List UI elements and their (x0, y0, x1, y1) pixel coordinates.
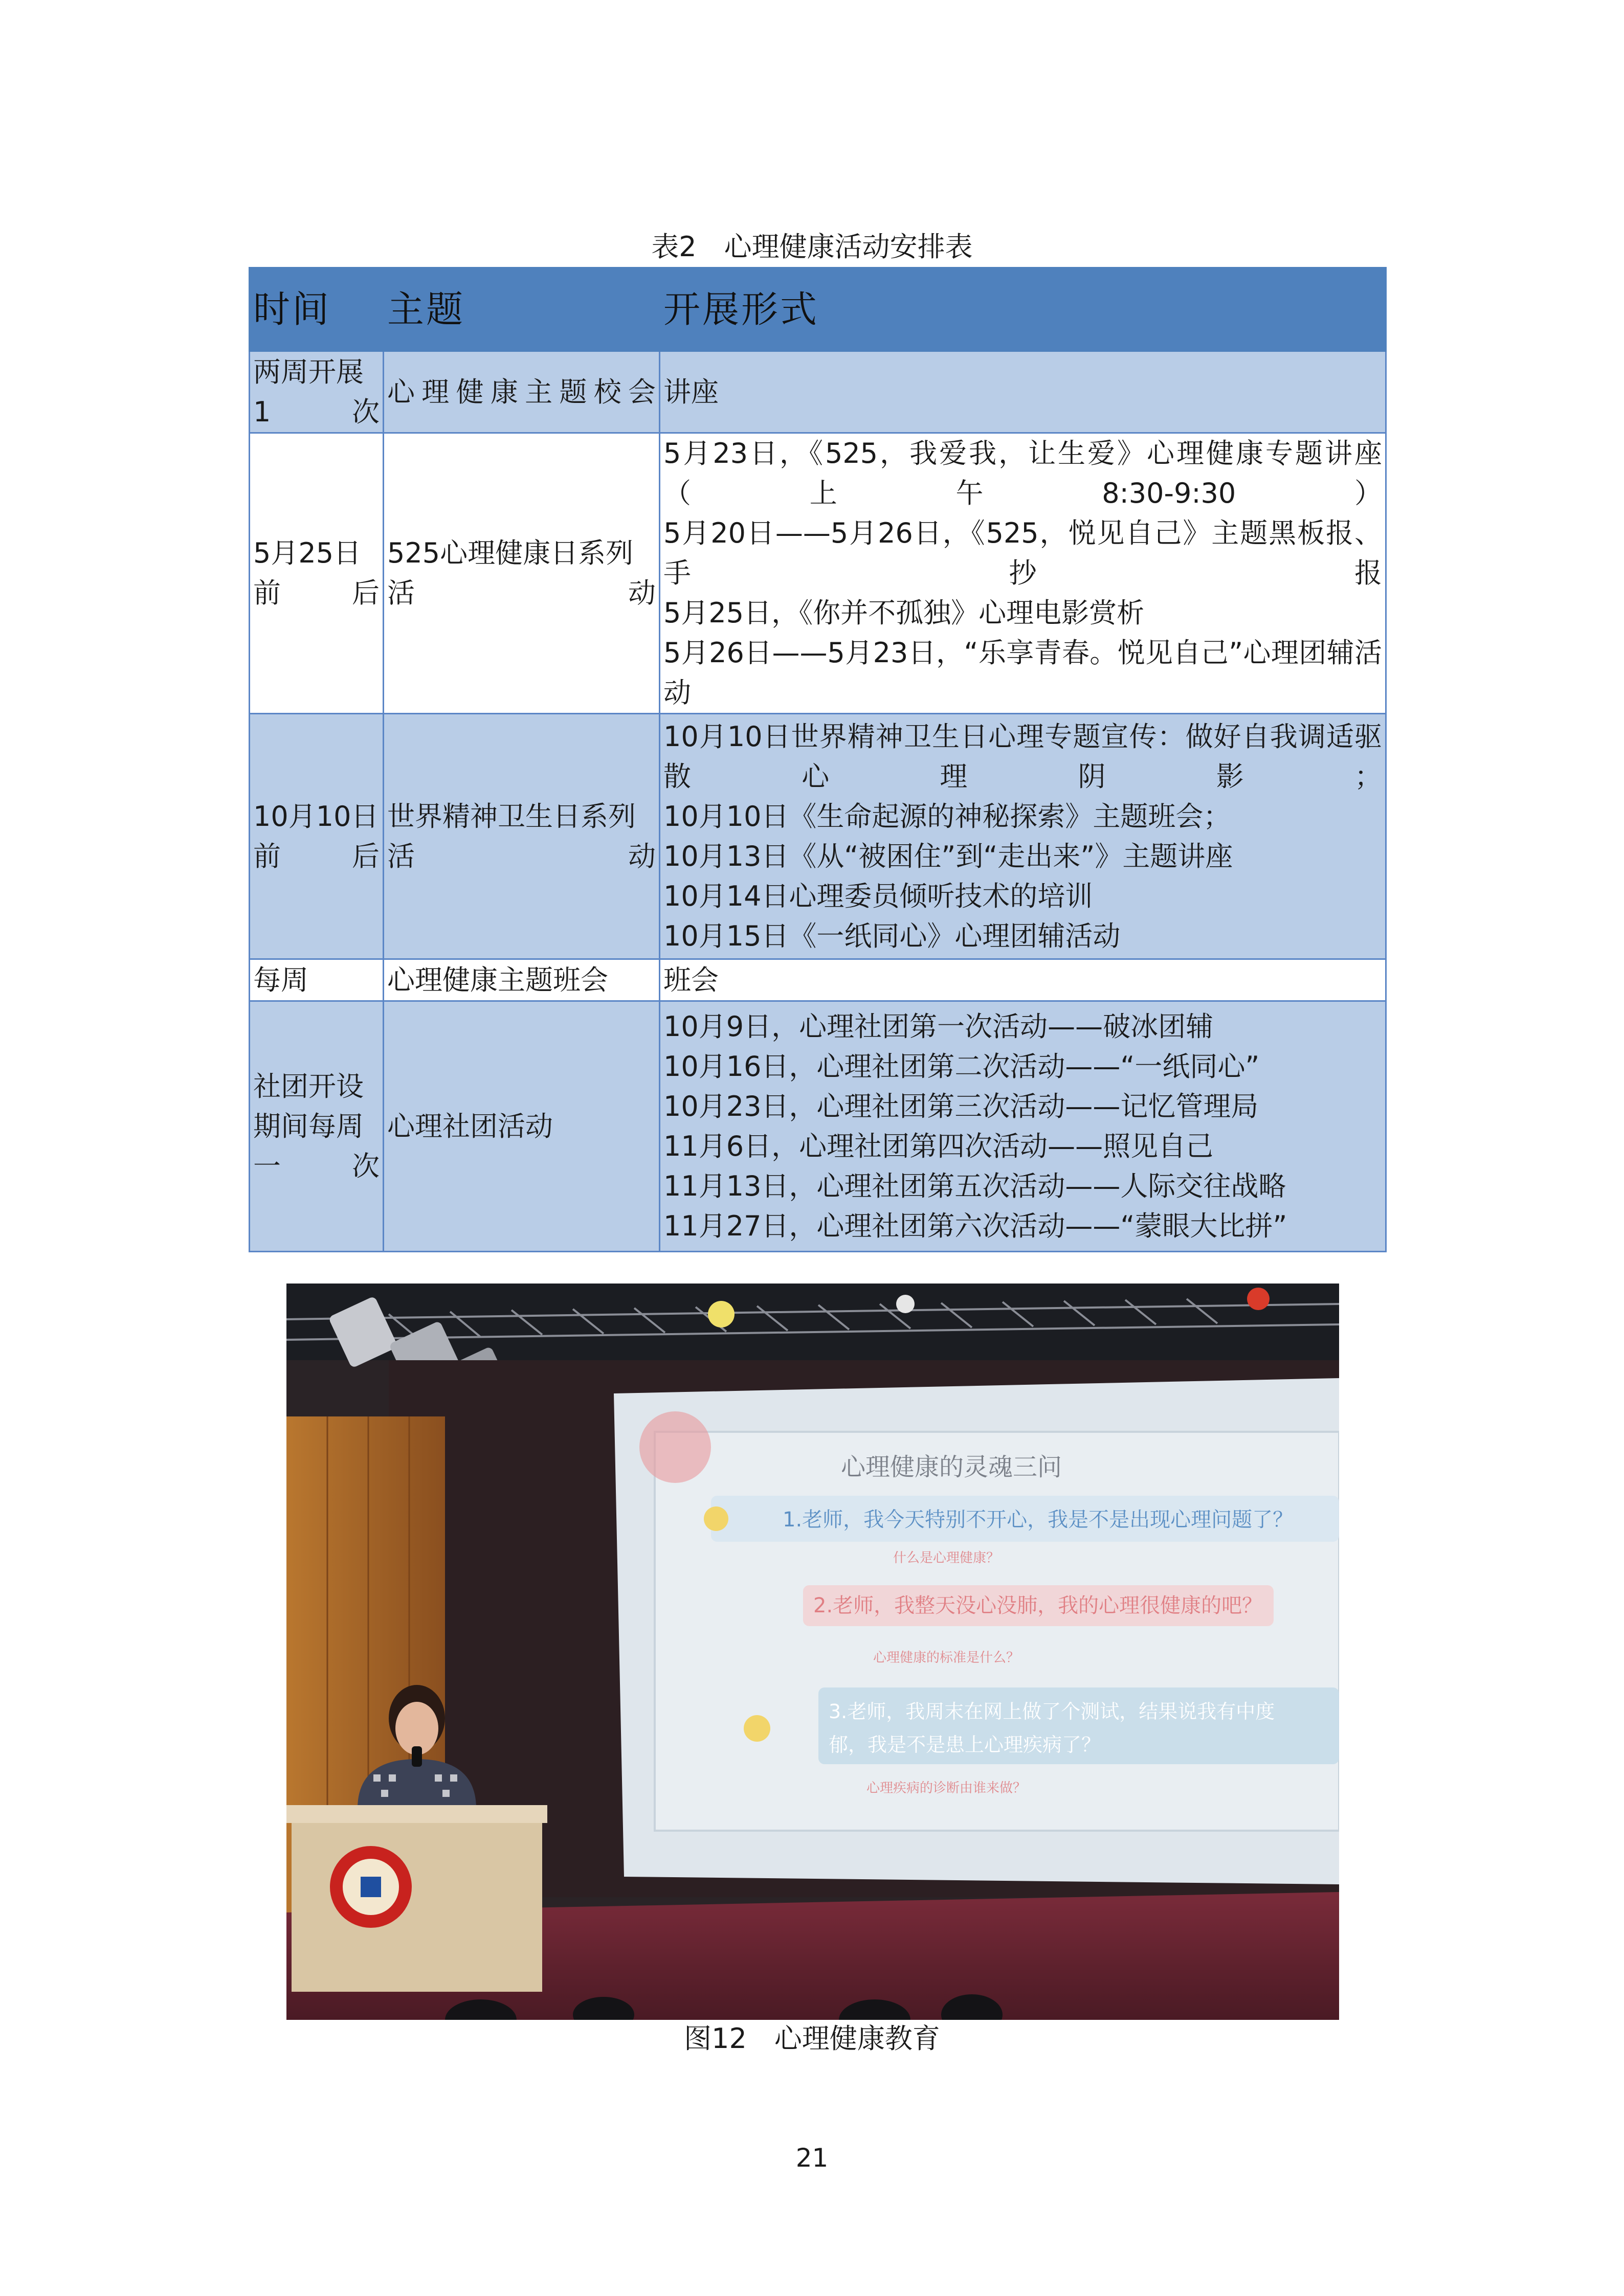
form-line: 班会 (663, 963, 719, 996)
lecture-scene (286, 1284, 1339, 2020)
slide-title: 心理健康的灵魂三问 (840, 1453, 1062, 1481)
header-time: 时间 (250, 268, 384, 351)
cell-theme: 世界精神卫生日系列活动 (384, 714, 660, 959)
cell-time: 10月10日前后 (250, 714, 384, 959)
cell-form (660, 959, 1386, 1001)
figure-caption: 图12 心理健康教育 (684, 2022, 940, 2055)
form-line: 10月16日，心理社团第二次活动——“一纸同心” (663, 1050, 1260, 1083)
table-caption: 表2 心理健康活动安排表 (651, 231, 973, 263)
table-row (250, 1001, 1386, 1252)
form-line: 11月27日，心理社团第六次活动——“蒙眼大比拼” (663, 1209, 1287, 1242)
cell-form (660, 433, 1386, 714)
cell-time: 两周开展1次 (250, 351, 384, 433)
form-line: 5月25日，《你并不孤独》心理电影赏析 (663, 597, 1145, 629)
cell-form (660, 351, 1386, 433)
form-line: 10月10日《生命起源的神秘探索》主题班会； (663, 800, 1231, 832)
page-number: 21 (795, 2143, 829, 2173)
form-line: 10月10日世界精神卫生日心理专题宣传：做好自我调适驱散心理阴影； (663, 720, 1382, 793)
activity-schedule-table (249, 267, 1387, 1252)
header-form: 开展形式 (660, 268, 1386, 351)
slide-question-2: 2.老师，我整天没心没肺，我的心理很健康的吧？ (813, 1594, 1263, 1617)
cell-theme: 心理健康主题班会 (384, 959, 660, 1001)
cell-form (660, 714, 1386, 959)
cell-time: 社团开设期间每周一次 (250, 1001, 384, 1252)
slide-subtitle-2: 心理健康的标准是什么？ (873, 1650, 1020, 1665)
form-line: 10月15日《一纸同心》心理团辅活动 (663, 919, 1121, 952)
form-line: 10月14日心理委员倾听技术的培训 (663, 880, 1093, 912)
cell-theme: 心理健康主题校会 (384, 351, 660, 433)
form-line: 5月20日——5月26日，《525，悦见自己》主题黑板报、手抄报 (663, 517, 1382, 589)
form-line: 讲座 (663, 375, 719, 408)
slide-question-3a: 3.老师，我周末在网上做了个测试，结果说我有中度 (829, 1700, 1275, 1723)
form-line: 10月23日，心理社团第三次活动——记忆管理局 (663, 1090, 1259, 1122)
form-line: 11月6日，心理社团第四次活动——照见自己 (663, 1130, 1214, 1162)
form-line: 11月13日，心理社团第五次活动——人际交往战略 (663, 1169, 1286, 1202)
slide-subtitle-3: 心理疾病的诊断由谁来做？ (866, 1781, 1027, 1796)
header-theme: 主题 (384, 268, 660, 351)
form-line: 5月23日，《525，我爱我，让生爱》心理健康专题讲座（上午8:30-9:30） (663, 437, 1382, 509)
slide-question-3b: 郁，我是不是患上心理疾病了？ (829, 1734, 1101, 1756)
table-row (250, 959, 1386, 1001)
slide-question-1: 1.老师，我今天特别不开心，我是不是出现心理问题了？ (783, 1508, 1294, 1532)
table-row (250, 433, 1386, 714)
slide-subtitle-1: 什么是心理健康？ (893, 1550, 1000, 1566)
form-line: 10月9日，心理社团第一次活动——破冰团辅 (663, 1010, 1214, 1043)
cell-theme: 心理社团活动 (384, 1001, 660, 1252)
cell-time: 每周 (250, 959, 384, 1001)
cell-theme: 525心理健康日系列活动 (384, 433, 660, 714)
podium (286, 1805, 547, 1992)
lecture-photo (286, 1284, 1339, 2020)
cell-time: 5月25日前后 (250, 433, 384, 714)
table-row (250, 351, 1386, 433)
cell-form (660, 1001, 1386, 1252)
table-row (250, 714, 1386, 959)
form-line: 5月26日——5月23日，“乐享青春。悦见自己”心理团辅活动 (663, 637, 1382, 709)
form-line: 10月13日《从“被困住”到“走出来”》主题讲座 (663, 840, 1233, 872)
